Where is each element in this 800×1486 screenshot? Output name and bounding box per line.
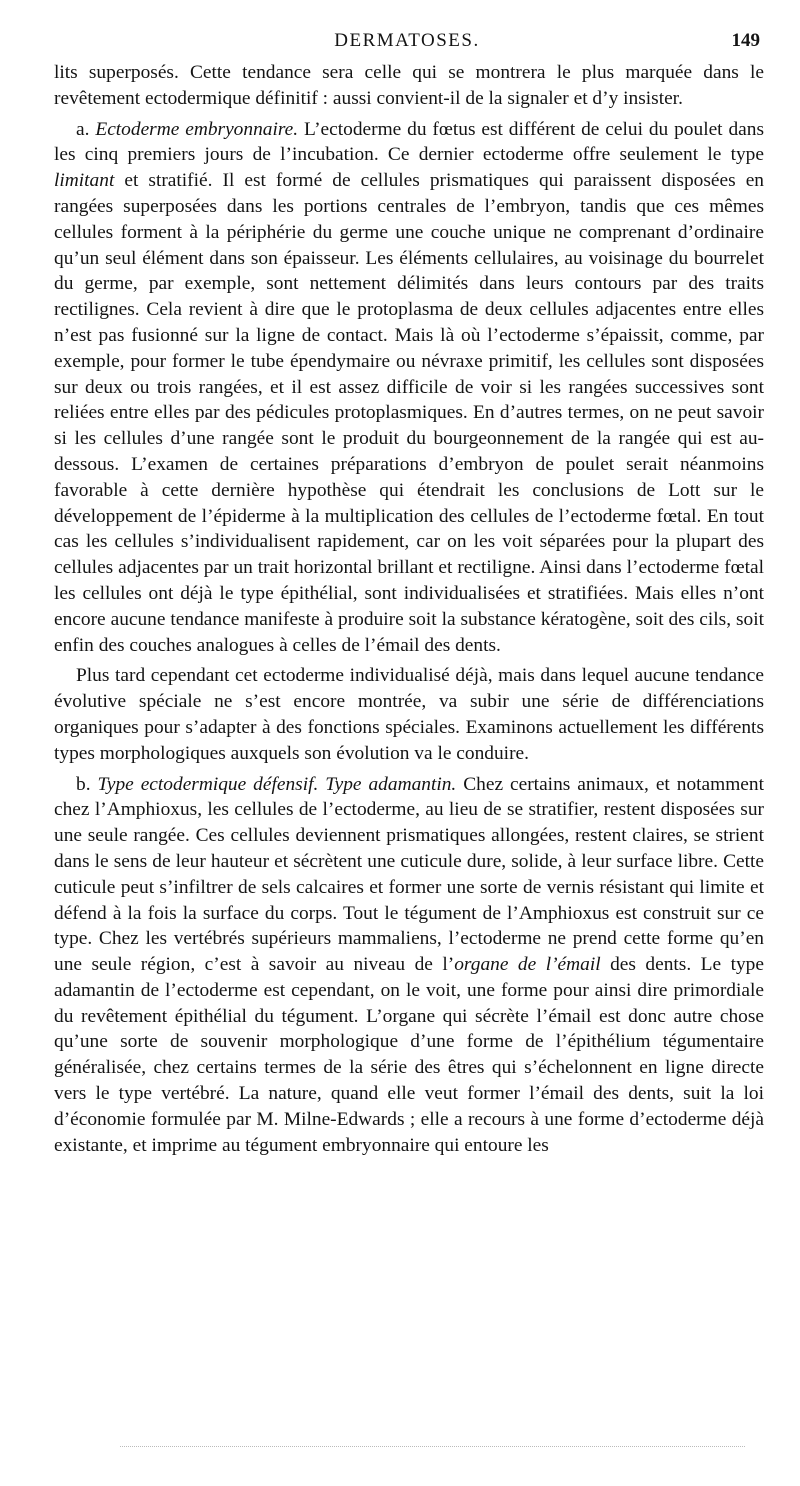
text-run: lits superposés. Cette tendance sera celle qui se montrera le plus marquée dans le revêtement ectodermique définitif : aussi convient-il de la signaler et d’y insister.: [54, 62, 764, 109]
text-run: et stratifié. Il est formé de cellules prismatiques qui paraissent disposées en rangées superposées dans les portions centrales de l’embryon, tandis que ces mêmes cellules forment à la périphérie du germe une couche unique ne comprenant d’ordinaire qu’un seul élément dans son épaisseur. Les éléments cellulaires, au voisinage du bourrelet du germe, par exemple, sont nettement délimités dans leurs contours par des traits rectilignes. Cela revient à dire que le protoplasma de deux cellules adjacentes entre elles n’est pas fusionné sur la ligne de contact. Mais là où l’ectoderme s’épaissit, comme, par exemple, pour former le tube épendymaire ou névraxe primitif, les cellules sont disposées sur deux ou trois rangées, et il est assez difficile de voir si les rangées successives sont reliées entre elles par des pédicules protoplasmiques. En d’autres termes, on ne peut savoir si les cellules d’une rangée sont le produit du bourgeonnement de la rangée qui est au-dessous. L’examen de certaines préparations d’embryon de poulet serait néanmoins favorable à cette dernière hypothèse qui étendrait les conclusions de Lott sur le développement de l’épiderme à la multiplication des cellules de l’ectoderme fœtal. En tout cas les cellules s’individualisent rapidement, car on les voit séparées pour la plupart des cellules adjacentes par un trait horizontal brillant et rectiligne. Ainsi dans l’ectoderme fœtal les cellules ont déjà le type épithélial, sont individualisées et stratifiées. Mais elles n’ont encore aucune tendance manifeste à produire soit la substance kératogène, soit des cils, soit enfin des couches analogues à celles de l’émail des dents.: [54, 170, 764, 656]
paragraph-ectoderme-embryonnaire: [54, 117, 764, 659]
emphasis-term: organe de l’émail: [454, 954, 601, 976]
body-text: [54, 60, 764, 1158]
paragraph: [54, 663, 764, 766]
page-header: [54, 30, 760, 56]
text-run: Chez certains animaux, et notamment chez l’Amphioxus, les cellules de l’ectoderme, au lieu de se stratifier, restent disposées sur une seule rangée. Ces cellules deviennent prismatiques allongées, restent claires, se strient dans le sens de leur hauteur et sécrètent une cuticule dure, solide, à leur surface libre. Cette cuticule peut s’infiltrer de sels calcaires et former une sorte de vernis résistant qui limite et défend à la fois la surface du corps. Tout le tégument de l’Amphioxus est construit sur ce type. Chez les vertébrés supérieurs mammaliens, l’ectoderme ne prend cette forme qu’en une seule région, c’est à savoir au niveau de l’: [54, 773, 764, 976]
text-run: L’ectoderme du fœtus est différent de celui du poulet dans les cinq premiers jours de l’incubation. Ce dernier ectoderme offre seulement le type: [54, 118, 764, 166]
text-run: des dents. Le type adamantin de l’ectoderme est cependant, on le voit, une forme pour ainsi dire primordiale du revêtement épithélial du tégument. L’organe qui sécrète l’émail est donc autre chose qu’une sorte de souvenir morphologique d’une forme de l’épithélium tégumentaire généralisée, chez certains termes de la série des êtres qui s’échelonnent en ligne directe vers le type vertébré. La nature, quand elle veut former l’émail des dents, suit la loi d’économie formulée par M. Milne-Edwards ; elle a recours à une forme d’ectoderme déjà existante, et imprime au tégument embryonnaire qui entoure les: [54, 954, 764, 1156]
text-run: Plus tard cependant cet ectoderme individualisé déjà, mais dans lequel aucune tendance évolutive spéciale ne s’est encore montrée, va subir une série de différenciations organiques pour s’adapter à des fonctions spéciales. Examinons actuellement les différents types morphologiques auxquels son évolution va le conduire.: [54, 665, 764, 764]
emphasis-term: limitant: [54, 170, 115, 192]
footer-rule: [120, 1446, 745, 1447]
running-title: DERMATOSES.: [334, 30, 480, 51]
paragraph: [54, 60, 764, 112]
section-heading: Type ectodermique défensif. Type adamantin.: [97, 773, 457, 795]
paragraph-type-adamantin: [54, 772, 764, 1159]
page-number: 149: [731, 30, 760, 51]
text-run: a.: [76, 118, 96, 140]
section-heading: Ectoderme embryonnaire.: [95, 118, 299, 140]
text-run: b.: [76, 773, 98, 795]
